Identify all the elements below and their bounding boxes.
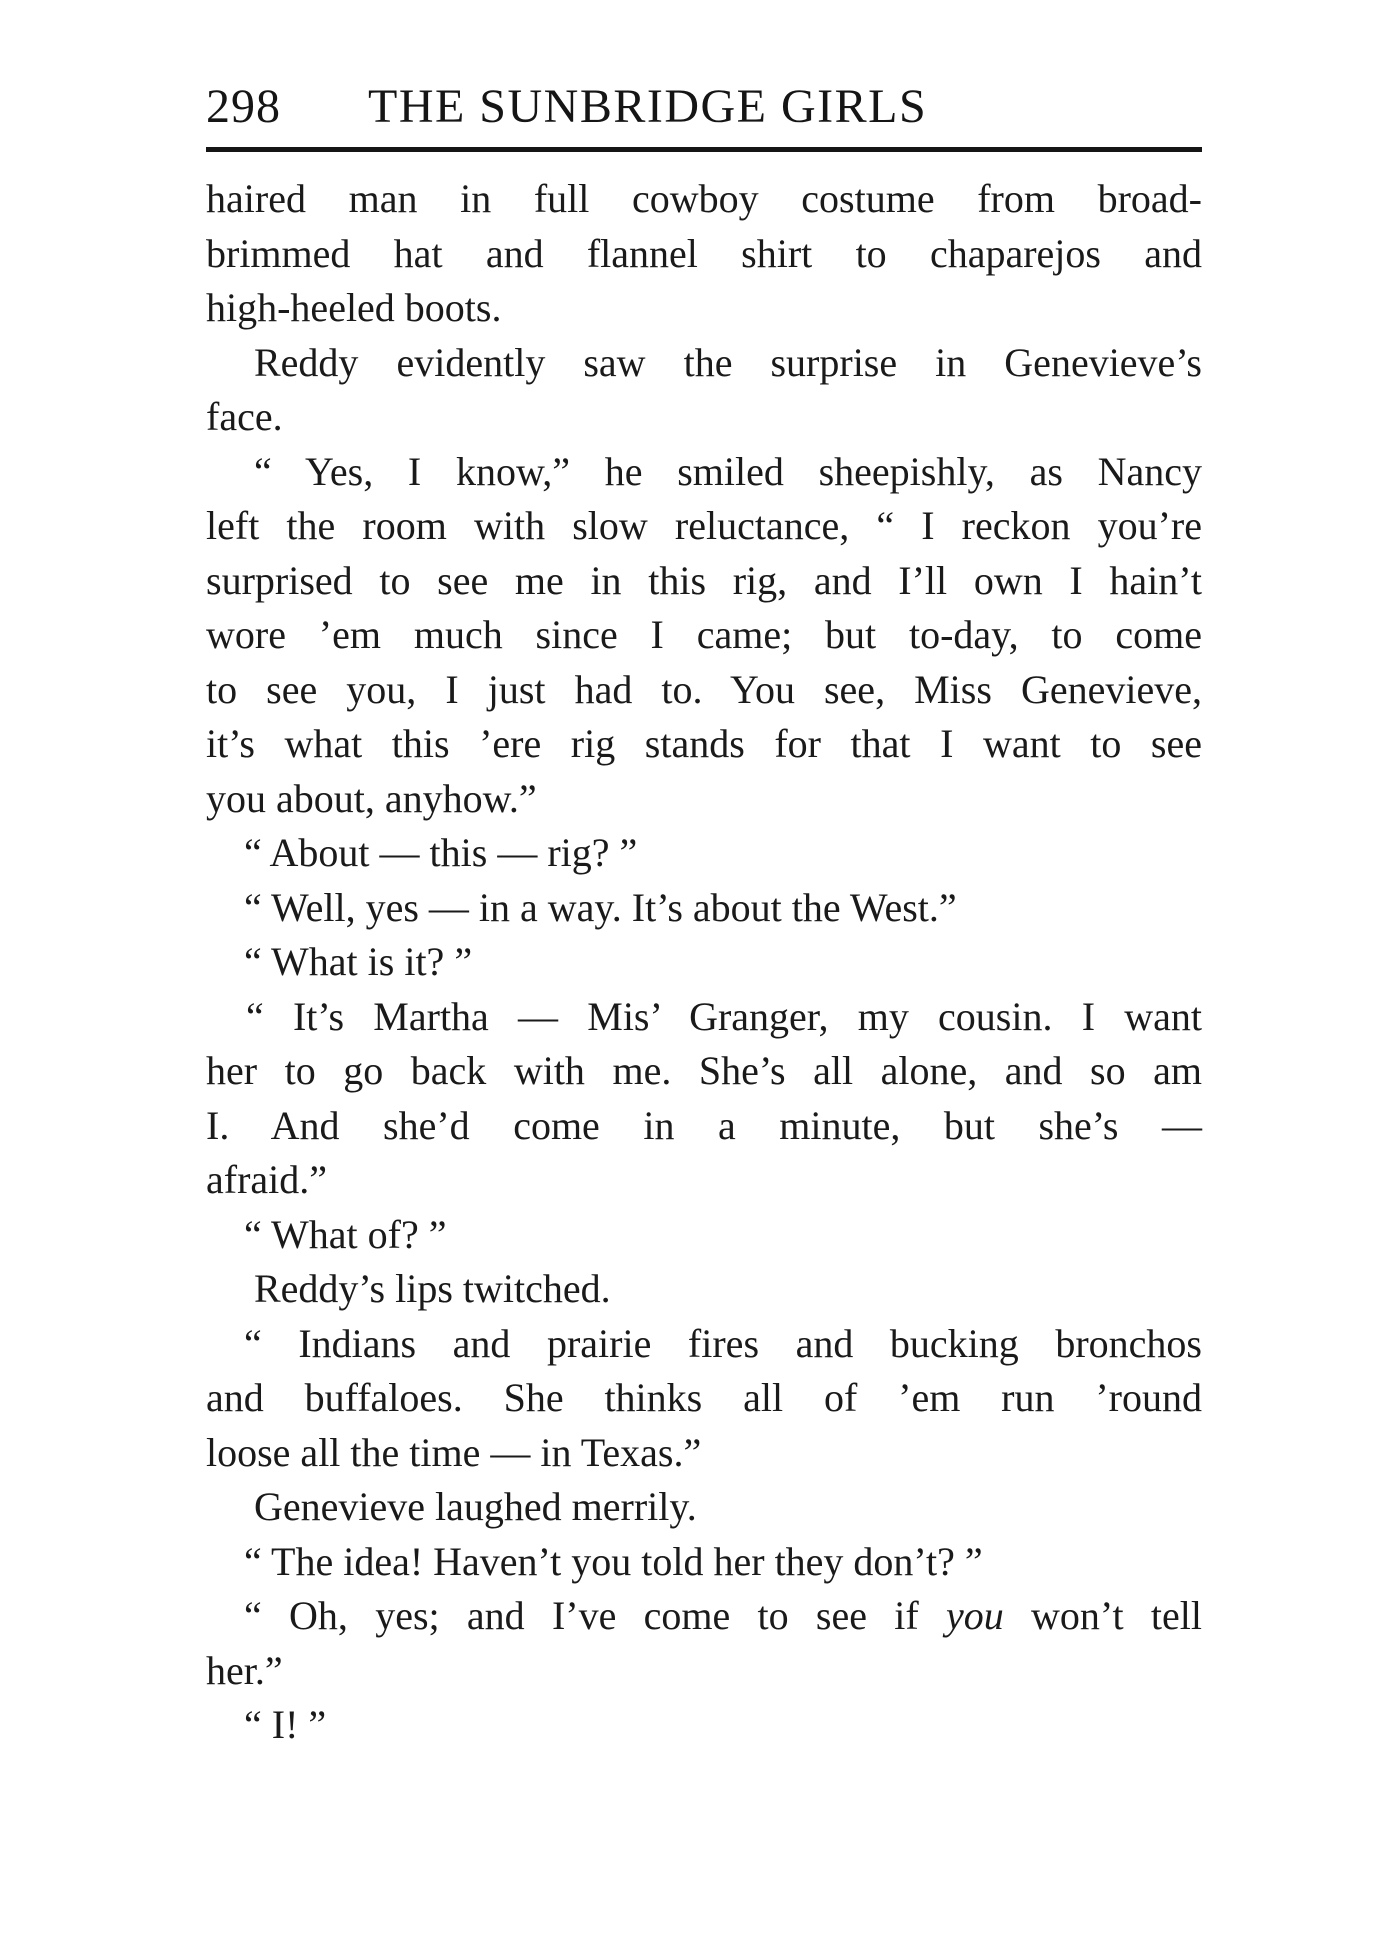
text-segment: “ Oh, yes; and I’ve come to see if: [244, 1593, 946, 1638]
text-line: it’s what this ’ere rig stands for that I want to see: [206, 721, 1202, 766]
text-line: “ What is it? ”: [244, 939, 473, 984]
text-line: Genevieve laughed merrily.: [254, 1484, 697, 1529]
running-head-title: THE SUNBRIDGE GIRLS: [368, 80, 928, 133]
text-line: “ Indians and prairie fires and bucking bronchos: [244, 1320, 1202, 1366]
text-line: I. And she’d come in a minute, but she’s —: [206, 1102, 1202, 1148]
text-line: to see you, I just had to. You see, Miss Genevieve,: [206, 666, 1202, 712]
text-line: [206, 1589, 1202, 1644]
text-line: you about, anyhow.”: [206, 775, 537, 821]
text-line: “ Well, yes — in a way. It’s about the West.”: [244, 884, 957, 930]
text-line: Reddy evidently saw the surprise in Genevieve’s: [254, 339, 1202, 385]
text-line: afraid.”: [206, 1157, 328, 1202]
text-line: “ About — this — rig? ”: [244, 830, 638, 875]
text-line: her.”: [206, 1647, 283, 1693]
text-line: “ Yes, I know,” he smiled sheepishly, as Nancy: [254, 448, 1202, 494]
text-segment: won’t tell: [1003, 1593, 1202, 1638]
text-line: “ The idea! Haven’t you told her they don’t? ”: [244, 1538, 983, 1584]
page-number: 298: [206, 80, 281, 133]
text-line: her to go back with me. She’s all alone, and so am: [206, 1048, 1202, 1093]
text-line: brimmed hat and flannel shirt to chaparejos and: [206, 230, 1202, 276]
text-line: haired man in full cowboy costume from broad-: [206, 176, 1202, 221]
header-rule: [206, 147, 1202, 152]
text-line: wore ’em much since I came; but to-day, to come: [206, 612, 1202, 657]
text-line: high-heeled boots.: [206, 285, 502, 330]
text-line: left the room with slow reluctance, “ I reckon you’re: [206, 503, 1202, 548]
text-line: surprised to see me in this rig, and I’ll own I hain’t: [206, 557, 1202, 603]
body-text: [206, 172, 1202, 1753]
text-line: face.: [206, 394, 283, 439]
page-header: [206, 72, 1202, 142]
text-line: and buffaloes. She thinks all of ’em run ’round: [206, 1375, 1202, 1420]
emphasis-you: you: [945, 1593, 1004, 1638]
text-line: “ I! ”: [244, 1702, 327, 1747]
text-line: “ It’s Martha — Mis’ Granger, my cousin. I want: [246, 993, 1202, 1039]
text-line: “ What of? ”: [244, 1211, 447, 1257]
text-line: Reddy’s lips twitched.: [254, 1266, 611, 1311]
text-line: loose all the time — in Texas.”: [206, 1429, 702, 1475]
